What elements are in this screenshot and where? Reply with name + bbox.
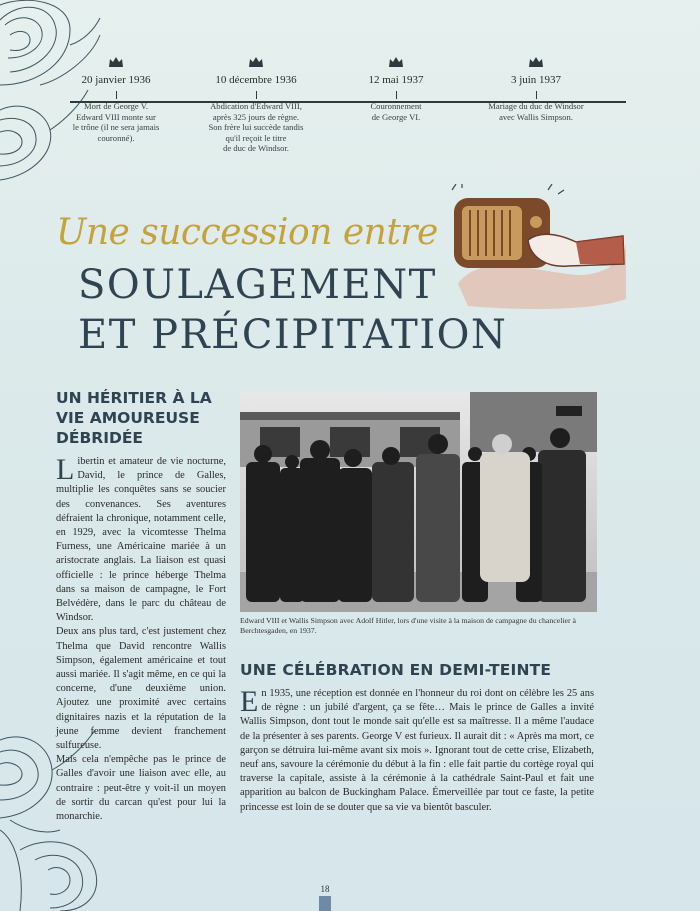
- timeline-date: 10 décembre 1936: [215, 74, 297, 86]
- historical-photo: [240, 392, 597, 612]
- radio-illustration: [448, 184, 628, 314]
- timeline-tick: [396, 91, 397, 99]
- paragraph: Mais cela n'empêche pas le prince de Galles d'avoir une liaison avec elle, au contraire : peut-être y voit-il un moyen de sortir du carcan qu'est pour lui la monarchie.: [56, 754, 226, 823]
- timeline-tick: [256, 91, 257, 99]
- section-heading-right: UNE CÉLÉBRATION EN DEMI-TEINTE: [240, 661, 552, 679]
- crown-icon: [528, 56, 544, 68]
- timeline-entry: [51, 56, 181, 143]
- timeline-entry: [331, 56, 461, 122]
- timeline-date: 12 mai 1937: [368, 74, 424, 86]
- title-script-line: Une succession entre: [56, 212, 438, 253]
- title-caps-line-1: SOULAGEMENT: [78, 262, 437, 308]
- timeline-tick: [536, 91, 537, 99]
- paragraph: Deux ans plus tard, c'est justement chez Thelma que David rencontre Wallis Simpson, également américaine et tout aussi mariée. Il s'agit même, en ce qui la concerne, d'une deuxième union. Ajoutez une proximité avec certains dignitaires nazis et la réputation de la jeune femme devient franchement sulfureuse.: [56, 626, 226, 752]
- timeline-description: Abdication d'Edward VIII, après 325 jours de règne. Son frère lui succède tandis qu'il reçoit le titre de duc de Windsor.: [208, 101, 304, 154]
- page-number: 18: [320, 884, 330, 894]
- section-heading-left: UN HÉRITIER À LA VIE AMOUREUSE DÉBRIDÉE: [56, 389, 212, 447]
- timeline-description: Couronnement de George VI.: [370, 101, 422, 122]
- timeline-description: Mariage du duc de Windsor avec Wallis Simpson.: [488, 101, 584, 122]
- photo-caption: Edward VIII et Wallis Simpson avec Adolf Hitler, lors d'une visite à la maison de campagne du chancelier à Berchtesgaden, en 1937.: [240, 616, 576, 635]
- timeline-date: 3 juin 1937: [510, 74, 562, 86]
- crown-icon: [388, 56, 404, 68]
- timeline-date: 20 janvier 1936: [81, 74, 151, 86]
- left-article-body: [56, 455, 226, 824]
- paragraph: Libertin et amateur de vie nocturne, David, le prince de Galles, multiplie les conquêtes sans se soucier des convenances. Ses aventures défraient la chronique, notamment celle, en 1929, avec la vicomtesse Thelma Furness, une Américaine mariée à un aristocrate anglais. La liaison est quasi officielle : le prince héberge Thelma dans sa maison de campagne, le Fort Belvédère, dans le parc du château de Windsor.: [56, 453, 226, 624]
- crown-icon: [248, 56, 264, 68]
- timeline-tick: [116, 91, 117, 99]
- paragraph: En 1935, une réception est donnée en l'honneur du roi dont on célèbre les 25 ans de règne : un jubilé d'argent, ça se fête… Mais le prince de Galles a invité Wallis Simpson, dont tout le monde sait qu'elle est sa maîtresse. Il a même l'audace de la présenter à ses parents. George V est furieux. Il aurait dit : « Après ma mort, ce garçon se détruira lui-même avant six mois ». Ignorant tout de cette crise, Elizabeth, neuf ans, savoure la cérémonie du début à la fin : elle fait partie du cortège royal qui traverse la capitale, assiste à la cérémonie à la cathédrale Saint-Paul et fait une apparition au balcon de Buckingham Palace. Émerveillée par tout ce faste, la petite princesse est loin de se douter que sa vie va bientôt basculer.: [240, 685, 594, 813]
- drop-cap: E: [240, 685, 259, 718]
- drop-cap: L: [56, 453, 75, 486]
- timeline-entry: [471, 56, 601, 122]
- right-article-body: [240, 687, 594, 815]
- title-caps-line-2: ET PRÉCIPITATION: [78, 312, 508, 358]
- crown-icon: [108, 56, 124, 68]
- page-tab-marker: [319, 896, 331, 911]
- timeline-entry: [191, 56, 321, 154]
- timeline-description: Mort de George V. Edward VIII monte sur le trône (il ne sera jamais couronné).: [72, 101, 160, 143]
